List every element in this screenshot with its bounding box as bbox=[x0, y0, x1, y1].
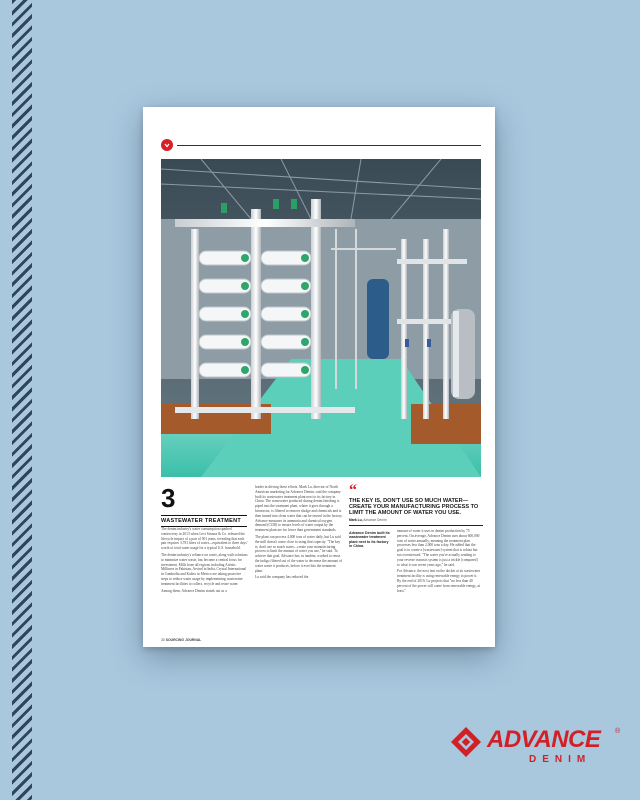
footer-text bbox=[161, 638, 201, 642]
article-column-1 bbox=[161, 527, 249, 595]
header-rule bbox=[177, 145, 481, 146]
section-title: WASTEWATER TREATMENT bbox=[161, 515, 247, 527]
paragraph: The plant can process 4,000 tons of water daily, but Lu said the mill doesn't come close to using that capacity. "The key is, don't use so much water—create your manufacturing process to limit the amount of water you use," he said. To achieve that goal, Advance has, in tandem, worked to reuse the indigo filtered out of the water to decrease the amount of water waste it produces, before it ever hits the treatment plant. bbox=[255, 534, 343, 573]
section-number: 3 bbox=[161, 483, 176, 513]
brand-subtitle: DENIM bbox=[529, 754, 592, 765]
paragraph: For Advance, the next feat on the docket at its wastewater treatment facility is using renewable energy to power it. By the end of 2019, Lu projects that "no less than 40 percent of the power will come from renewable energy, at least." bbox=[397, 569, 481, 593]
article-column-4 bbox=[397, 529, 481, 595]
decorative-stripe bbox=[12, 0, 32, 800]
paragraph: amount of water it uses in denim production by 75 percent. On average, Advance Denim uses about 600,000 tons of water annually, meaning the treatment plan processes less than 2,000 tons a day. He added that the goal is to create a [wastewater] system that is robust but not overstressed. "The water you're actually sending to your reverse osmosis system is just a trickle [compared] to what it was seven years ago," he said. bbox=[397, 529, 480, 567]
paragraph: Lu said the company has reduced the bbox=[255, 575, 309, 580]
page-number: 30 bbox=[161, 638, 165, 642]
pull-quote bbox=[349, 482, 483, 526]
quote-attr-org: Advance Denim bbox=[363, 518, 387, 522]
paragraph: The denim industry's water consumption sparked controversy in 2013 when Levi Strauss & Co. released the lifecycle impact of a pair of 501 jeans, revealing that each pair requires 3,781 liters of water—equivalent to three days' worth of total water usage for a typical U.S. household. bbox=[161, 527, 248, 551]
article-column-2 bbox=[255, 485, 343, 582]
advance-denim-logo bbox=[449, 722, 624, 772]
paragraph: Among them, Advance Denim stands out as a bbox=[161, 588, 227, 593]
publication-logo-icon bbox=[161, 139, 173, 151]
magazine-page bbox=[143, 107, 495, 647]
photo-caption: Advance Denim built its wastewater treatment plant next to its factory in China. bbox=[349, 531, 390, 549]
quote-attribution bbox=[349, 518, 483, 522]
publication-name: SOURCING JOURNAL bbox=[165, 638, 202, 642]
registered-mark: ® bbox=[615, 728, 621, 735]
factory-photo bbox=[161, 159, 481, 477]
quote-mark-icon: “ bbox=[349, 482, 357, 499]
quote-text: THE KEY IS, DON'T USE SO MUCH WATER—CREATE YOUR MANUFACTURING PROCESS TO LIMIT THE AMOUNT OF WATER YOU USE. bbox=[349, 498, 479, 516]
paragraph: The denim industry's reliance on water, along with solutions to minimize water waste, has become a central focus for investment. Mills from all regions including Artistic Milliners in Pakistan, Arvind in India, Crystal International in Cambodia and Kaltex in Mexico are taking proactive steps to reduce water usage by implementing wastewater treatment facilities to collect, recycle and reuse water. bbox=[161, 552, 248, 586]
section-heading bbox=[161, 485, 247, 527]
advance-logo-icon bbox=[449, 725, 483, 759]
paragraph: leader in driving these efforts. Mark Lu, director of North American marketing for Advance Denim, said the company built its wastewater treatment plant next to its factory in China. The wastewater produced during denim finishing is piped into the treatment plant, where it goes through a bioreactor, is filtered to remove sludge and chemicals and is then turned into clean water that can be reused in the factory. Advance measures its ammonia and chemical oxygen demand (COD) to ensure levels of water output by the treatment plant are far lower than government standards. bbox=[255, 485, 343, 533]
brand-name: ADVANCE bbox=[487, 726, 601, 753]
quote-attr-name: Mark Lu, bbox=[349, 518, 363, 522]
quote-rule bbox=[349, 525, 483, 526]
